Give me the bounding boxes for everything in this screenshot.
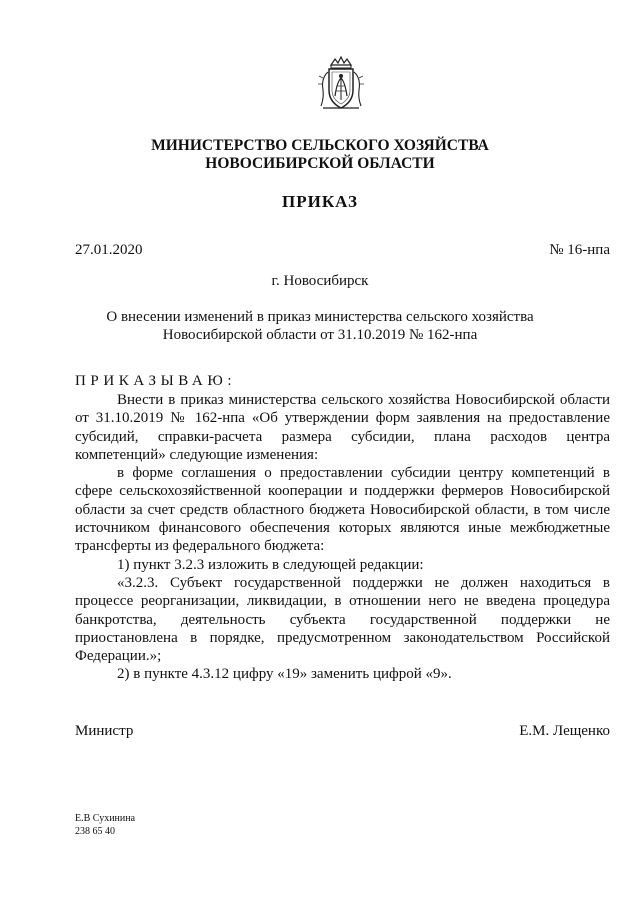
ministry-name-line2: НОВОСИБИРСКОЙ ОБЛАСТИ	[205, 155, 435, 172]
ministry-name-line1: МИНИСТЕРСТВО СЕЛЬСКОГО ХОЗЯЙСТВА	[151, 137, 489, 154]
paragraph: Внести в приказ министерства сельского хозяйства Новосибирской области от 31.10.2019 № 162-нпа «Об утверждении форм заявления на предоставление субсидий, справки-расчета размера субсидии, плана расходов центра компетенций» следующие изменения:	[75, 392, 610, 463]
order-number: № 16-нпа	[549, 242, 610, 258]
order-directive: ПРИКАЗЫВАЮ:	[75, 373, 237, 389]
paragraph: 2) в пункте 4.3.12 цифру «19» заменить цифрой «9».	[117, 666, 452, 683]
order-subject	[0, 308, 640, 344]
signer-name: Е.М. Лещенко	[519, 723, 610, 739]
executor-info	[75, 812, 135, 838]
order-date: 27.01.2020	[75, 242, 143, 258]
signer-role: Министр	[75, 723, 134, 739]
paragraph: 1) пункт 3.2.3 изложить в следующей редакции:	[117, 556, 424, 573]
executor-name: Е.В Сухинина	[75, 813, 136, 824]
paragraph: «3.2.3. Субъект государственной поддержки не должен находиться в процессе реорганизации, ликвидации, в отношении него не введена процедура банкротства, деятельность субъекта государственной поддержки не приостановлена в порядке, предусмотренном законодательством Российской Федерации.»;	[75, 574, 610, 665]
subject-line1: О внесении изменений в приказ министерства сельского хозяйства	[106, 309, 534, 325]
city: г. Новосибирск	[271, 273, 369, 289]
subject-line2: Новосибирской области от 31.10.2019 № 162-нпа	[162, 327, 478, 343]
document-title: ПРИКАЗ	[282, 192, 358, 211]
coat-of-arms-icon	[317, 56, 365, 112]
executor-phone: 238 65 40	[75, 826, 115, 837]
paragraph: в форме соглашения о предоставлении субсидии центру компетенций в сфере сельскохозяйственной кооперации и поддержки фермеров Новосибирской области за счет средств областного бюджета Новосибирской области, в том числе источником финансового обеспечения которых являются иные межбюджетные трансферты из федерального бюджета:	[75, 465, 610, 555]
order-body	[75, 391, 610, 684]
